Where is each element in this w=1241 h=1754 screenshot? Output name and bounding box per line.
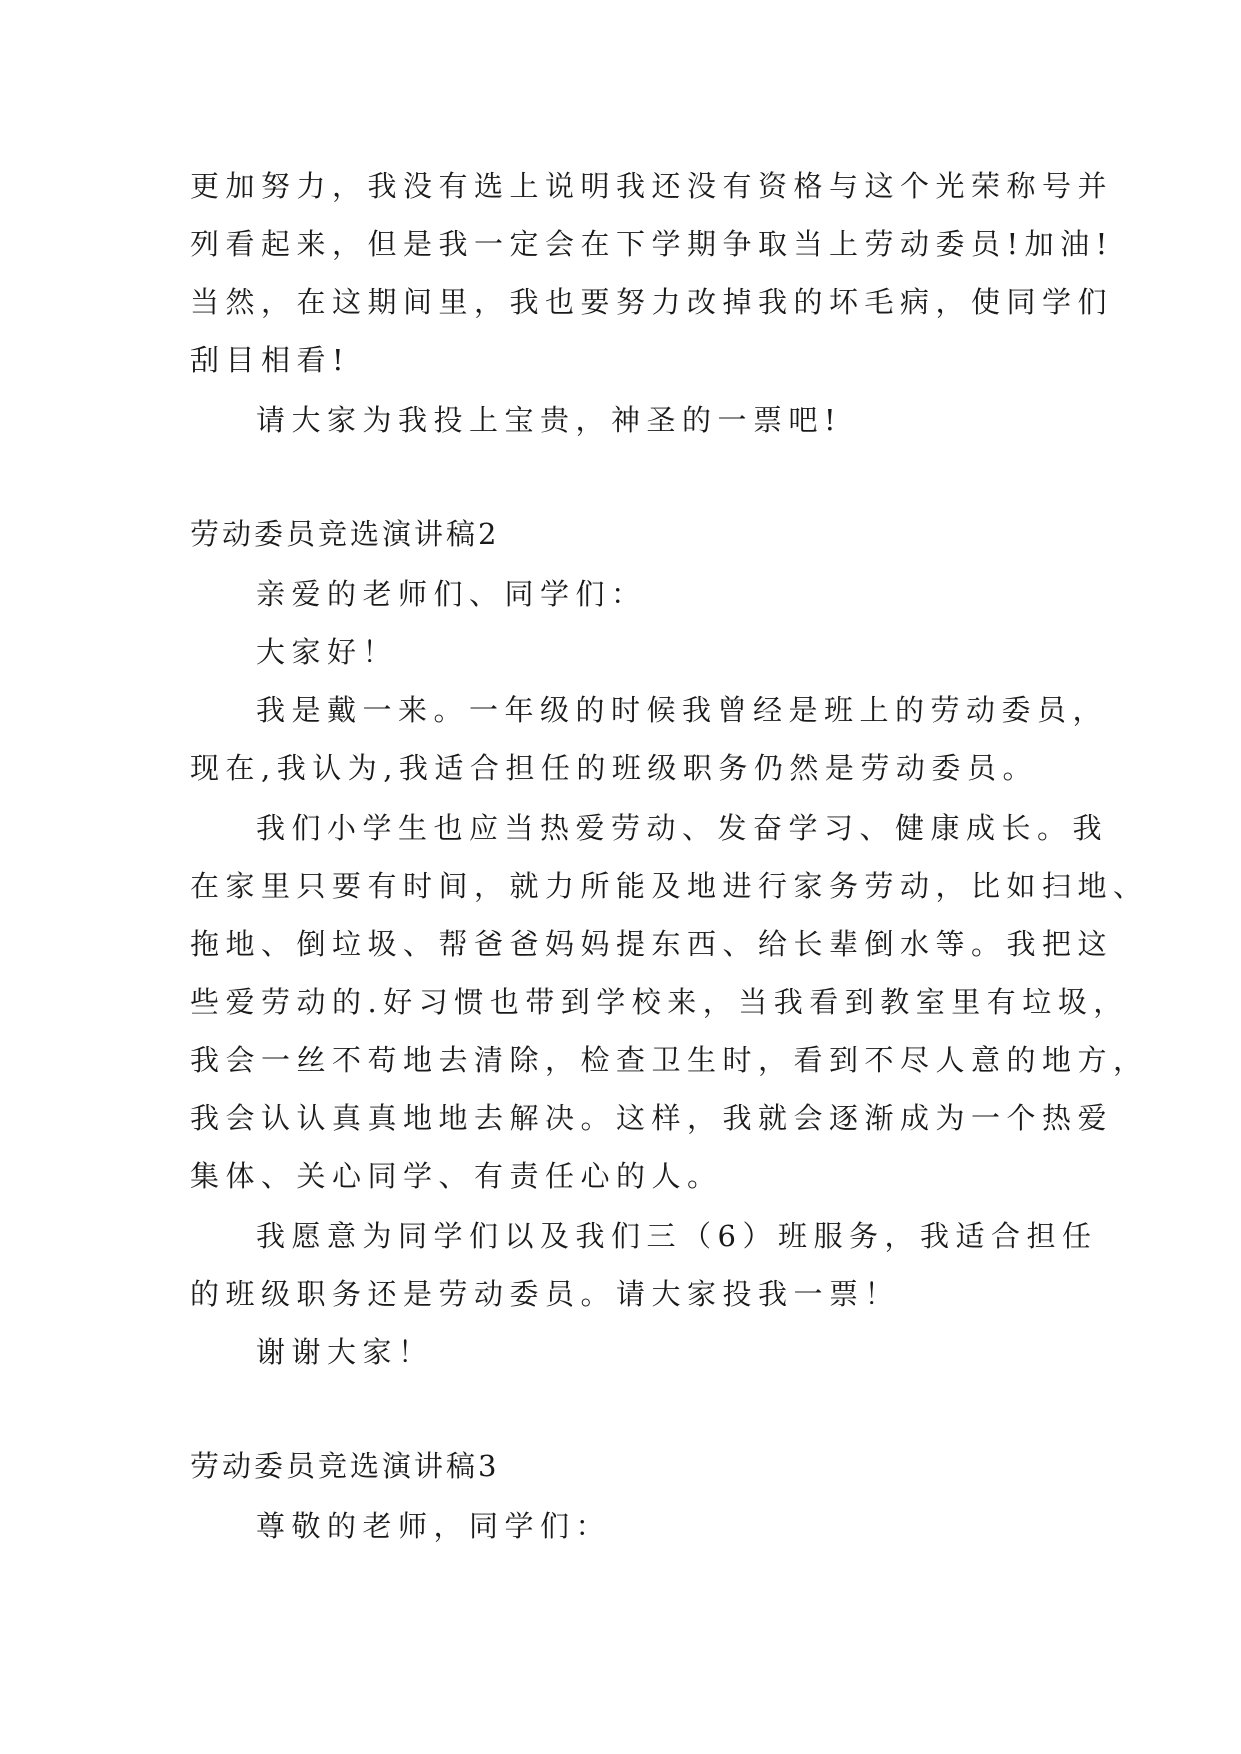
paragraph-line: 集体、关心同学、有责任心的人。 (190, 1159, 723, 1193)
greeting-line: 尊敬的老师，同学们： (256, 1509, 612, 1543)
section-heading: 劳动委员竞选演讲稿2 (190, 517, 500, 551)
paragraph-line: 刮目相看! (190, 343, 351, 377)
paragraph-line: 在家里只要有时间，就力所能及地进行家务劳动，比如扫地、 (190, 869, 1149, 903)
greeting-line: 亲爱的老师们、同学们： (256, 577, 647, 611)
greeting-line: 大家好！ (256, 635, 399, 669)
paragraph-line: 我会认认真真地地去解决。这样，我就会逐渐成为一个热爱 (190, 1101, 1114, 1135)
paragraph-line: 更加努力，我没有选上说明我还没有资格与这个光荣称号并 (190, 169, 1114, 203)
paragraph-line: 当然，在这期间里，我也要努力改掉我的坏毛病，使同学们 (190, 285, 1114, 319)
paragraph-line: 些爱劳动的.好习惯也带到学校来，当我看到教室里有垃圾， (190, 985, 1129, 1019)
section-heading: 劳动委员竞选演讲稿3 (190, 1449, 500, 1483)
paragraph-line: 列看起来，但是我一定会在下学期争取当上劳动委员!加油! (190, 227, 1114, 261)
paragraph-line: 现在,我认为,我适合担任的班级职务仍然是劳动委员。 (190, 751, 1038, 785)
paragraph-line: 我们小学生也应当热爱劳动、发奋学习、健康成长。我 (256, 811, 1109, 845)
paragraph-line: 拖地、倒垃圾、帮爸爸妈妈提东西、给长辈倒水等。我把这 (190, 927, 1114, 961)
closing-line: 谢谢大家！ (256, 1335, 434, 1369)
paragraph-line: 的班级职务还是劳动委员。请大家投我一票！ (190, 1277, 901, 1311)
paragraph-line: 我会一丝不苟地去清除，检查卫生时，看到不尽人意的地方， (190, 1043, 1149, 1077)
paragraph-line: 请大家为我投上宝贵，神圣的一票吧! (256, 403, 843, 437)
paragraph-line: 我愿意为同学们以及我们三（6）班服务，我适合担任 (256, 1219, 1098, 1253)
paragraph-line: 我是戴一来。一年级的时候我曾经是班上的劳动委员， (256, 693, 1109, 727)
